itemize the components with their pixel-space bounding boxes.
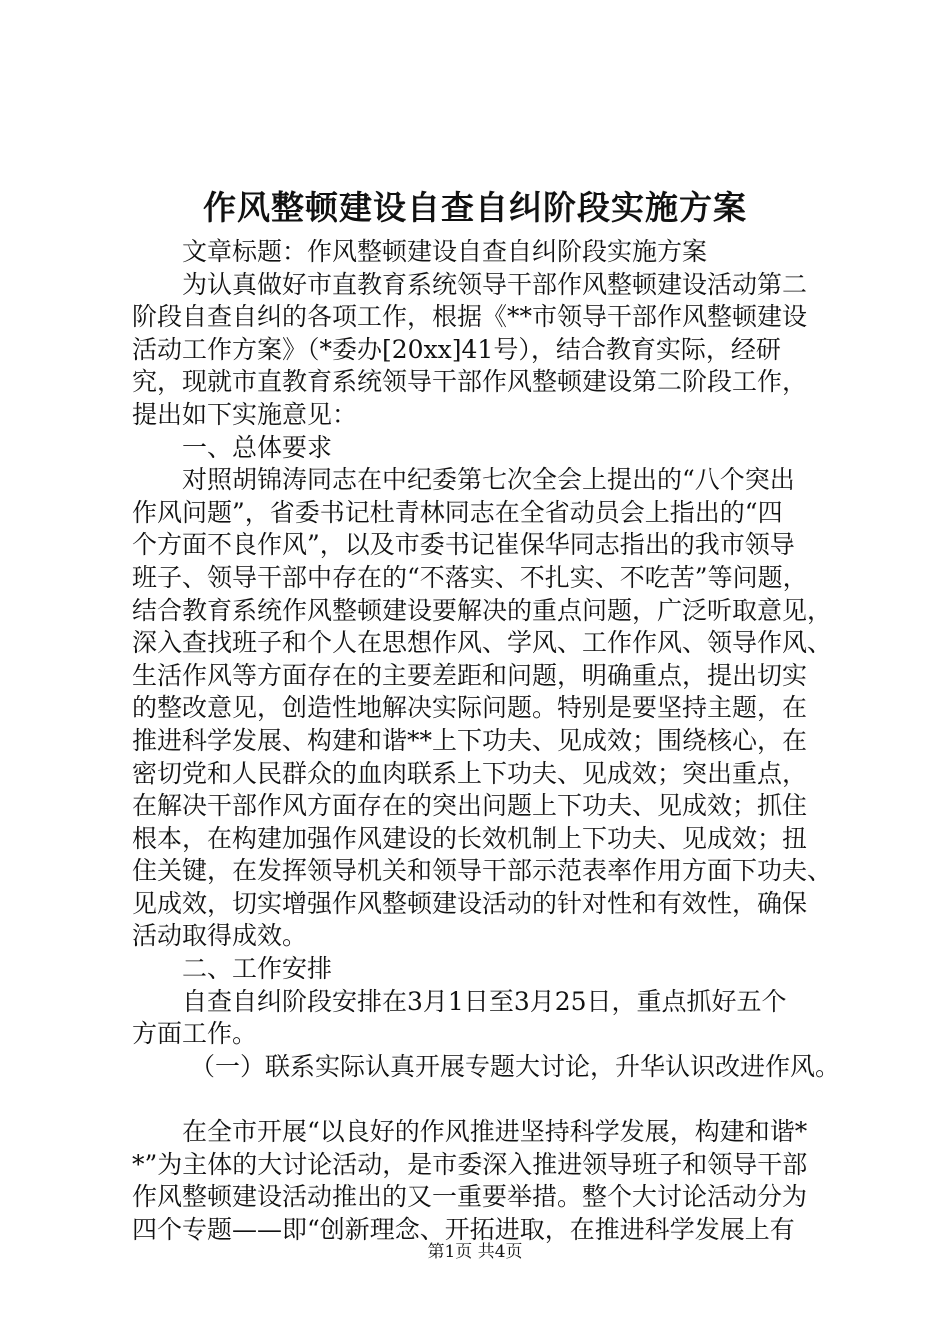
document-body: [132, 236, 841, 1246]
paragraph-line: 作风整顿建设活动推出的又一重要举措。整个大讨论活动分为: [132, 1182, 808, 1212]
paragraph-line: 究，现就市直教育系统领导干部作风整顿建设第二阶段工作，: [132, 367, 808, 397]
paragraph-line: 深入查找班子和个人在思想作风、学风、工作作风、领导作风、: [132, 628, 833, 658]
paragraph-line: 为认真做好市直教育系统领导干部作风整顿建设活动第二: [182, 269, 808, 299]
paragraph-line: 班子、领导干部中存在的“不落实、不扎实、不吃苦”等问题，: [132, 562, 808, 592]
paragraph-line: 结合教育系统作风整顿建设要解决的重点问题，广泛听取意见，: [132, 595, 833, 625]
paragraph-line: 对照胡锦涛同志在中纪委第七次全会上提出的“八个突出: [182, 465, 795, 495]
blank-line: [132, 1083, 832, 1116]
section-heading: 二、工作安排: [182, 954, 333, 984]
paragraph-line: 密切党和人民群众的血肉联系上下功夫、见成效；突出重点，: [132, 758, 808, 788]
paragraph-line: *”为主体的大讨论活动，是市委深入推进领导班子和领导干部: [132, 1149, 808, 1179]
paragraph-line: 自查自纠阶段安排在3月1日至3月25日，重点抓好五个: [182, 986, 787, 1016]
paragraph-line: 根本，在构建加强作风建设的长效机制上下功夫、见成效；扭: [132, 823, 808, 853]
document-title: 作风整顿建设自查自纠阶段实施方案: [203, 188, 747, 227]
paragraph-line: 见成效，切实增强作风整顿建设活动的针对性和有效性，确保: [132, 888, 808, 918]
paragraph-line: 活动工作方案》（*委办[20xx]41号），结合教育实际，经研: [132, 334, 781, 364]
article-title-line: 文章标题：作风整顿建设自查自纠阶段实施方案: [182, 237, 708, 266]
paragraph-line: 的整改意见，创造性地解决实际问题。特别是要坚持主题，在: [132, 693, 808, 723]
paragraph-line: 在全市开展“以良好的作风推进坚持科学发展，构建和谐*: [182, 1117, 808, 1147]
paragraph-line: 推进科学发展、构建和谐**上下功夫、见成效；围绕核心，在: [132, 725, 808, 755]
subsection-heading: （一）联系实际认真开展专题大讨论，升华认识改进作风。: [190, 1051, 841, 1081]
paragraph-line: 生活作风等方面存在的主要差距和问题，明确重点，提出切实: [132, 660, 808, 690]
paragraph-line: 阶段自查自纠的各项工作，根据《**市领导干部作风整顿建设: [132, 302, 808, 332]
paragraph-line: 个方面不良作风”，以及市委书记崔保华同志指出的我市领导: [132, 530, 795, 560]
paragraph-line: 住关键，在发挥领导机关和领导干部示范表率作用方面下功夫、: [132, 856, 833, 886]
paragraph-line: 活动取得成效。: [132, 921, 308, 951]
paragraph-line: 四个专题——即“创新理念、开拓进取，在推进科学发展上有: [132, 1214, 795, 1244]
paragraph-line: 提出如下实施意见：: [132, 399, 358, 429]
paragraph-line: 作风问题”，省委书记杜青林同志在全省动员会上指出的“四: [132, 497, 783, 527]
page-footer: 第1页 共4页: [427, 1242, 523, 1262]
section-heading: 一、总体要求: [182, 432, 333, 462]
paragraph-line: 方面工作。: [132, 1019, 258, 1049]
paragraph-line: 在解决干部作风方面存在的突出问题上下功夫、见成效；抓住: [132, 791, 808, 821]
